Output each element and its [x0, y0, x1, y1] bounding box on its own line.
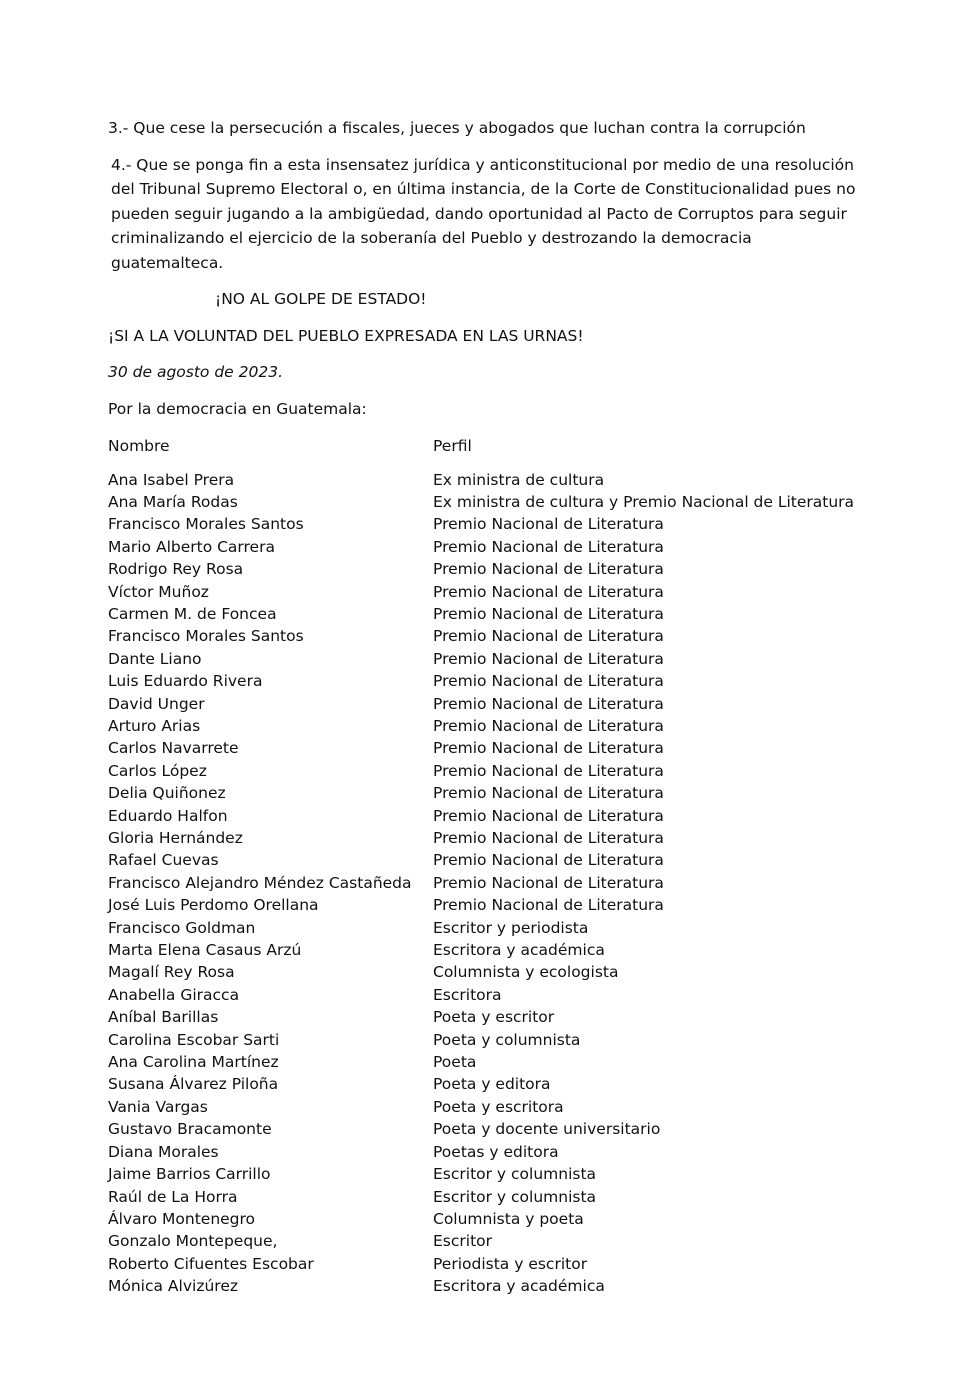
- signatory-perfil: Escritora y académica: [433, 941, 605, 960]
- table-row: [108, 693, 868, 715]
- slogan-no-golpe: ¡NO AL GOLPE DE ESTADO!: [215, 290, 427, 308]
- table-row: [108, 715, 868, 737]
- table-row: [108, 984, 868, 1006]
- signatory-perfil: Columnista y poeta: [433, 1209, 584, 1228]
- signatory-name: Eduardo Halfon: [108, 806, 228, 825]
- paragraph-point-4: 4.- Que se ponga fin a esta insensatez jurídica y anticonstitucional por medio de una resolución del Tribunal Supremo Electoral o, en última instancia, de la Corte de Constitucionalidad pues no pueden seguir jugando a la ambigüedad, dando oportunidad al Pacto de Corruptos para seguir criminalizando el ejercicio de la soberanía del Pueblo y destrozando la democracia guatemalteca.: [111, 155, 856, 272]
- signatory-name: Gustavo Bracamonte: [108, 1120, 272, 1139]
- table-row: [108, 939, 868, 961]
- signatory-name: Ana Carolina Martínez: [108, 1053, 279, 1072]
- table-row: [108, 1275, 868, 1297]
- table-row: [108, 1186, 868, 1208]
- signatory-name: Luis Eduardo Rivera: [108, 672, 263, 691]
- table-row: [108, 1006, 868, 1028]
- table-row: [108, 536, 868, 558]
- signatory-name: Francisco Alejandro Méndez Castañeda: [108, 873, 412, 892]
- signatory-name: Marta Elena Casaus Arzú: [108, 941, 302, 960]
- signatory-perfil: Premio Nacional de Literatura: [433, 604, 664, 623]
- signatory-name: Carolina Escobar Sarti: [108, 1030, 280, 1049]
- signatory-name: Gonzalo Montepeque,: [108, 1232, 278, 1251]
- signatory-name: Ana Isabel Prera: [108, 470, 235, 489]
- table-row: [108, 737, 868, 759]
- table-header: [108, 434, 868, 459]
- signatory-name: Magalí Rey Rosa: [108, 963, 235, 982]
- table-row: [108, 603, 868, 625]
- signatory-perfil: Poetas y editora: [433, 1142, 559, 1161]
- signatory-perfil: Escritora: [433, 985, 502, 1004]
- table-row: [108, 827, 868, 849]
- table-row: [108, 513, 868, 535]
- table-row: [108, 648, 868, 670]
- table-row: [108, 1051, 868, 1073]
- table-row: [108, 491, 868, 513]
- table-row: [108, 1230, 868, 1252]
- signatory-perfil: Poeta y editora: [433, 1075, 551, 1094]
- table-row: [108, 1141, 868, 1163]
- table-row: [108, 1073, 868, 1095]
- signatory-perfil: Premio Nacional de Literatura: [433, 716, 664, 735]
- signatory-perfil: Premio Nacional de Literatura: [433, 560, 664, 579]
- signatory-name: Gloria Hernández: [108, 829, 243, 847]
- signatory-perfil: Escritor y periodista: [433, 918, 589, 937]
- signatory-name: Aníbal Barillas: [108, 1008, 219, 1027]
- signatory-perfil: Escritor y columnista: [433, 1165, 597, 1184]
- table-row: [108, 1118, 868, 1140]
- signatory-name: Francisco Goldman: [108, 918, 256, 937]
- signatory-perfil: Poeta y escritor: [433, 1008, 555, 1027]
- signatory-perfil: Premio Nacional de Literatura: [433, 739, 664, 758]
- signatory-perfil: Ex ministra de cultura y Premio Nacional de Literatura: [433, 492, 855, 511]
- signatory-perfil: Ex ministra de cultura: [433, 470, 605, 489]
- signatory-perfil: Premio Nacional de Literatura: [433, 515, 664, 534]
- signatory-name: Carlos López: [108, 761, 207, 780]
- document-date: 30 de agosto de 2023.: [108, 363, 284, 381]
- table-row: [108, 1208, 868, 1230]
- signatory-perfil: Premio Nacional de Literatura: [433, 873, 664, 892]
- signatory-perfil: Escritora y académica: [433, 1277, 605, 1296]
- signatory-name: Mario Alberto Carrera: [108, 537, 275, 556]
- table-row: [108, 849, 868, 871]
- table-row: [108, 894, 868, 916]
- signatory-name: Mónica Alvizúrez: [108, 1277, 238, 1296]
- signatory-perfil: Poeta y docente universitario: [433, 1120, 661, 1139]
- signatory-perfil: Poeta: [433, 1053, 477, 1072]
- signatory-perfil: Escritor y columnista: [433, 1187, 597, 1206]
- signatory-name: Delia Quiñonez: [108, 784, 226, 803]
- signatories-intro: Por la democracia en Guatemala:: [108, 399, 367, 418]
- signatory-perfil: Premio Nacional de Literatura: [433, 761, 664, 780]
- table-row: [108, 625, 868, 647]
- signatory-perfil: Poeta y columnista: [433, 1030, 581, 1049]
- signatory-name: Dante Liano: [108, 649, 202, 668]
- table-row: [108, 917, 868, 939]
- table-row: [108, 581, 868, 603]
- signatory-name: Rafael Cuevas: [108, 851, 219, 870]
- signatory-name: Carlos Navarrete: [108, 739, 239, 758]
- table-row: [108, 782, 868, 804]
- signatory-perfil: Escritor: [433, 1232, 493, 1251]
- signatory-name: Francisco Morales Santos: [108, 627, 304, 646]
- table-row: [108, 469, 868, 491]
- signatory-perfil: Premio Nacional de Literatura: [433, 784, 664, 803]
- signatory-name: José Luis Perdomo Orellana: [108, 896, 319, 915]
- signatory-name: Álvaro Montenegro: [108, 1209, 256, 1228]
- table-row: [108, 872, 868, 894]
- table-row: [108, 760, 868, 782]
- signatory-name: Vania Vargas: [108, 1097, 208, 1116]
- slogan-voluntad-pueblo: ¡SI A LA VOLUNTAD DEL PUEBLO EXPRESADA EN LAS URNAS!: [108, 326, 584, 345]
- table-row: [108, 1029, 868, 1051]
- signatory-perfil: Premio Nacional de Literatura: [433, 582, 664, 601]
- signatory-perfil: Premio Nacional de Literatura: [433, 694, 664, 713]
- signatory-name: Carmen M. de Foncea: [108, 604, 277, 623]
- signatory-name: Susana Álvarez Piloña: [108, 1075, 279, 1094]
- signatory-name: Francisco Morales Santos: [108, 515, 304, 534]
- paragraph-point-3: 3.- Que cese la persecución a fiscales, jueces y abogados que luchan contra la corrupción: [108, 119, 806, 137]
- signatory-perfil: Poeta y escritora: [433, 1097, 564, 1116]
- signatory-perfil: Premio Nacional de Literatura: [433, 851, 664, 870]
- signatory-perfil: Premio Nacional de Literatura: [433, 829, 664, 847]
- signatory-perfil: Premio Nacional de Literatura: [433, 672, 664, 691]
- signatory-perfil: Premio Nacional de Literatura: [433, 649, 664, 668]
- table-row: [108, 1163, 868, 1185]
- table-row: [108, 1096, 868, 1118]
- signatory-perfil: Periodista y escritor: [433, 1254, 588, 1273]
- table-row: [108, 961, 868, 983]
- signatory-perfil: Premio Nacional de Literatura: [433, 537, 664, 556]
- signatory-name: David Unger: [108, 694, 205, 713]
- signatory-name: Jaime Barrios Carrillo: [108, 1165, 271, 1184]
- signatory-name: Ana María Rodas: [108, 492, 238, 511]
- signatory-perfil: Columnista y ecologista: [433, 963, 619, 982]
- signatory-name: Roberto Cifuentes Escobar: [108, 1254, 314, 1273]
- signatory-name: Víctor Muñoz: [108, 582, 209, 601]
- signatory-perfil: Premio Nacional de Literatura: [433, 896, 664, 915]
- signatory-name: Raúl de La Horra: [108, 1187, 238, 1206]
- table-row: [108, 558, 868, 580]
- table-row: [108, 805, 868, 827]
- table-row: [108, 670, 868, 692]
- signatory-perfil: Premio Nacional de Literatura: [433, 806, 664, 825]
- signatory-perfil: Premio Nacional de Literatura: [433, 627, 664, 646]
- signatory-name: Anabella Giracca: [108, 985, 240, 1004]
- document-body: [108, 116, 868, 1298]
- table-row: [108, 1253, 868, 1275]
- header-perfil: Perfil: [433, 437, 472, 455]
- header-nombre: Nombre: [108, 437, 170, 455]
- signatory-name: Arturo Arias: [108, 716, 201, 735]
- signatory-name: Rodrigo Rey Rosa: [108, 560, 244, 579]
- signatory-name: Diana Morales: [108, 1142, 219, 1161]
- signatories-list: [108, 469, 868, 1298]
